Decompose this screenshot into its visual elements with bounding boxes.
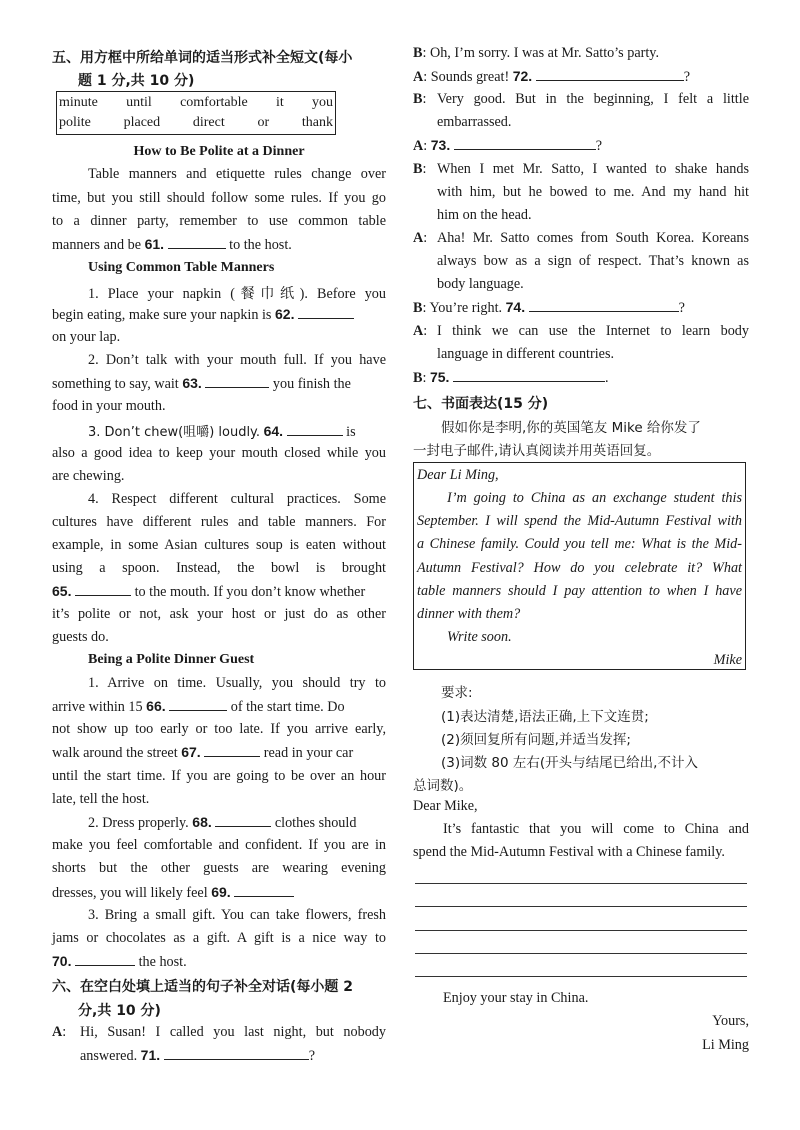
writing-intro: 假如你是李明,你的英国笔友 Mike 给你发了 (441, 420, 701, 436)
requirement-1: (1)表达清楚,语法正确,上下文连贯; (441, 709, 649, 725)
speaker-b: B: (413, 91, 427, 107)
writing-line[interactable] (415, 906, 747, 907)
letter-line: a Chinese family. Could you tell me: What is the Mid- (417, 536, 742, 552)
text-line: begin eating, make sure your napkin is 62. (52, 306, 386, 324)
letter-line: September. I will spend the Mid-Autumn Festival with (417, 513, 742, 529)
speaker-a: A: (413, 230, 428, 246)
answer-blank-64[interactable] (287, 423, 343, 436)
reply-signature: Li Ming (702, 1037, 749, 1053)
dialogue-line-a5: I think we can use the Internet to learn body (437, 323, 749, 339)
answer-blank-74[interactable] (529, 299, 679, 312)
dialogue-line-b5: B: 75. . (413, 369, 609, 386)
heading-polite-guest: Being a Polite Dinner Guest (88, 652, 255, 667)
answer-blank-72[interactable] (536, 68, 684, 81)
requirement-3: (3)词数 80 左右(开头与结尾已给出,不计入 (441, 755, 698, 771)
text-line: 3. Don’t chew(咀嚼) loudly. 64. is (88, 423, 356, 440)
dialogue-line-b3: When I met Mr. Satto, I wanted to shake hands (437, 161, 749, 177)
text-line: make you feel comfortable and confident. If you are in (52, 837, 386, 853)
text-line: 2. Dress properly. 68. clothes should (88, 814, 357, 831)
writing-line[interactable] (415, 930, 747, 931)
text-line: something to say, wait 63. you finish the (52, 375, 351, 392)
text-line: manners and be 61. to the host. (52, 236, 292, 253)
text-line: shorts but the other guests are wearing evening (52, 860, 386, 876)
dialogue-line-a4: Aha! Mr. Satto comes from South Korea. Koreans (437, 230, 749, 246)
text-line: jams or chocolates as a gift. A gift is a nice way to (52, 930, 386, 946)
writing-intro-cont: 一封电子邮件,请认真阅读并用英语回复。 (413, 443, 661, 459)
word-option: comfortable (180, 95, 248, 110)
word-option: placed (123, 115, 161, 130)
section5-title: 五、用方框中所给单词的适当形式补全短文(每小 (52, 50, 353, 66)
dialogue-line-b3-cont: him on the head. (437, 207, 532, 223)
requirement-2: (2)须回复所有问题,并适当发挥; (441, 732, 631, 748)
text-line: to a dinner party, remember to use common table (52, 213, 386, 229)
text-line: example, in some Asian cultures soup is eaten without (52, 537, 386, 553)
speaker-a: A: (413, 323, 428, 339)
text-line: 1. Arrive on time. Usually, you should try to (88, 675, 386, 691)
heading-common-manners: Using Common Table Manners (88, 260, 275, 275)
answer-blank-62[interactable] (298, 306, 354, 319)
speaker-b: B: (413, 161, 427, 177)
letter-closing: Write soon. (447, 629, 512, 645)
text-line: food in your mouth. (52, 398, 166, 414)
answer-blank-70[interactable] (75, 953, 135, 966)
section6-title: 六、在空白处填上适当的句子补全对话(每小题 2 (52, 979, 354, 995)
dialogue-line-b1: B: Oh, I’m sorry. I was at Mr. Satto’s party. (413, 45, 660, 61)
reply-line: spend the Mid-Autumn Festival with a Chinese family. (413, 844, 725, 860)
text-line: 4. Respect different cultural practices. Some (88, 491, 386, 507)
answer-blank-66[interactable] (169, 698, 227, 711)
speaker-a: A: (52, 1024, 67, 1040)
text-line: until the start time. If you are going to be over an hour (52, 768, 386, 784)
answer-blank-75[interactable] (453, 369, 605, 382)
text-line: are chewing. (52, 468, 125, 484)
text-line: 65. to the mouth. If you don’t know whether (52, 583, 366, 600)
word-option: you (311, 95, 333, 110)
text-line: arrive within 15 66. of the start time. Do (52, 698, 345, 715)
reply-greeting: Dear Mike, (413, 798, 478, 814)
letter-line: table manners should I pay attention to when I have (417, 583, 742, 599)
requirement-3-cont: 总词数)。 (413, 778, 473, 794)
section7-title: 七、书面表达(15 分) (413, 396, 549, 412)
letter-line: Autumn Festival? How do you celebrate it? What (417, 560, 742, 576)
dialogue-line-a5-cont: language in different countries. (437, 346, 615, 362)
text-line: 2. Don’t talk with your mouth full. If you have (88, 352, 386, 368)
answer-blank-61[interactable] (168, 236, 226, 249)
text-line: walk around the street 67. read in your car (52, 744, 354, 761)
dialogue-line-b4: B: You’re right. 74. ? (413, 299, 685, 316)
writing-line[interactable] (415, 953, 747, 954)
text-line: using a spoon. Instead, the bowl is brought (52, 560, 386, 576)
dialogue-line-b2-cont: embarrassed. (437, 114, 512, 130)
text-line: late, tell the host. (52, 791, 150, 807)
answer-blank-68[interactable] (215, 814, 271, 827)
answer-blank-65[interactable] (75, 583, 131, 596)
word-option: thank (301, 115, 333, 130)
answer-blank-69[interactable] (234, 884, 294, 897)
text-line: 3. Bring a small gift. You can take flowers, fresh (88, 907, 386, 923)
dialogue-line-a2: A: Sounds great! 72. ? (413, 68, 691, 85)
answer-blank-71[interactable] (164, 1047, 309, 1060)
word-box (56, 91, 336, 135)
section5-title-cont: 题 1 分,共 10 分) (78, 73, 195, 89)
answer-blank-63[interactable] (205, 375, 269, 388)
text-line: not show up too early or too late. If you arrive early, (52, 721, 386, 737)
section6-title-cont: 分,共 10 分) (78, 1003, 161, 1019)
reply-closing-line: Enjoy your stay in China. (443, 990, 589, 1006)
requirements-title: 要求: (441, 685, 473, 701)
text-line: also a good idea to keep your mouth closed while you (52, 445, 386, 461)
word-option: it (275, 95, 284, 110)
word-option: until (126, 95, 152, 110)
dialogue-line-a1-cont: answered. 71. ? (80, 1047, 315, 1064)
word-option: direct (192, 115, 225, 130)
letter-line: dinner with them? (417, 606, 521, 622)
passage-title: How to Be Polite at a Dinner (133, 144, 305, 159)
letter-greeting: Dear Li Ming, (417, 467, 499, 483)
letter-signature: Mike (713, 652, 742, 668)
word-option: polite (59, 115, 91, 130)
dialogue-line-a4-cont: always bow as a sign of respect. That’s known as (437, 253, 749, 269)
dialogue-line-b3-cont: with him, but he bowed to me. And my hand hit (437, 184, 749, 200)
text-line: cultures have different rules and table manners. For (52, 514, 386, 530)
reply-line: It’s fantastic that you will come to China and (443, 821, 749, 837)
dialogue-line-a4-cont: body language. (437, 276, 524, 292)
dialogue-line-a3: A: 73. ? (413, 137, 603, 154)
email-letter-box (413, 462, 746, 670)
answer-blank-67[interactable] (204, 744, 260, 757)
reply-yours: Yours, (712, 1013, 749, 1029)
dialogue-line-b2: Very good. But in the beginning, I felt a little (437, 91, 749, 107)
text-line: 1. Place your napkin (餐巾纸). Before you (88, 286, 386, 302)
answer-blank-73[interactable] (454, 137, 596, 150)
text-line: dresses, you will likely feel 69. (52, 884, 386, 902)
text-line: Table manners and etiquette rules change over (88, 166, 386, 182)
text-line: on your lap. (52, 329, 121, 345)
writing-line[interactable] (415, 976, 747, 977)
text-line: it’s polite or not, ask your host or just do as other (52, 606, 386, 622)
writing-line[interactable] (415, 883, 747, 884)
word-option: or (257, 115, 270, 130)
text-line: time, but you still should follow some rules. If you go (52, 190, 386, 206)
text-line: guests do. (52, 629, 109, 645)
dialogue-line-a1: Hi, Susan! I called you last night, but nobody (80, 1024, 386, 1040)
letter-line: I’m going to China as an exchange student this (447, 490, 742, 506)
word-option: minute (59, 95, 98, 110)
text-line: 70. the host. (52, 953, 187, 970)
